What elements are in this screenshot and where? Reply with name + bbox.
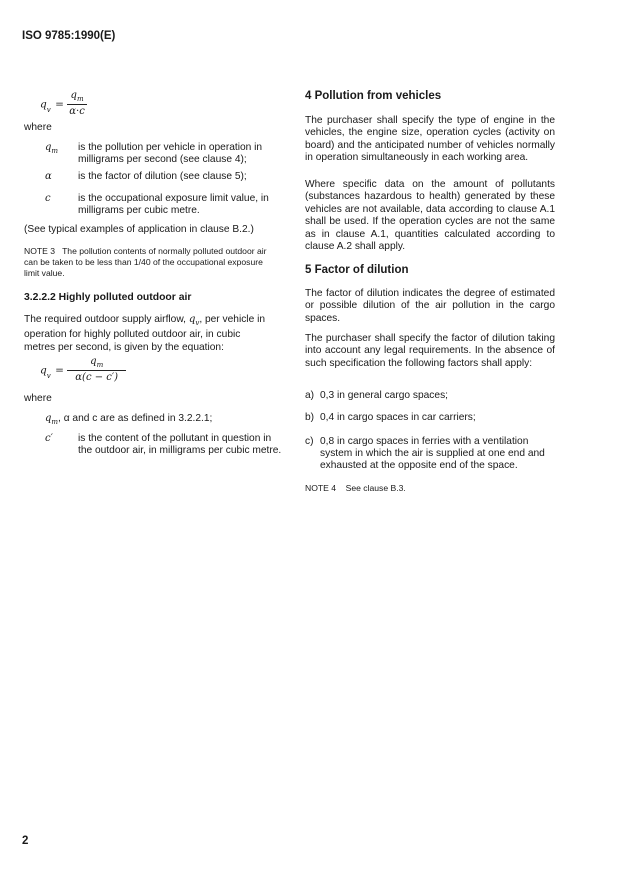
eq1-lhs-sub: v (46, 105, 51, 114)
document-header: ISO 9785:1990(E) (22, 30, 116, 42)
list-item-a-text: 0,3 in general cargo spaces; (320, 390, 448, 401)
heading-3-2-2-2: 3.2.2.2 Highly polluted outdoor air (24, 292, 192, 303)
para-5a: The factor of dilution indicates the degree of estimated or possible dilution of the air pollution in the cargo spaces. (305, 288, 555, 324)
eq1-fraction (67, 90, 87, 117)
def-c-prime-text: is the content of the pollutant in question in the outdoor air, in milligrams per cubic metre. (78, 433, 282, 457)
page-number: 2 (22, 835, 29, 847)
note-3-label: NOTE 3 (24, 246, 56, 256)
para-4a: The purchaser shall specify the type of engine in the vehicles, the engine size, operation cycles (activity on board) and the anticipated number of vehicles normally in operation simultaneously in each working area. (305, 115, 555, 164)
list-item-a-key: a) (305, 390, 315, 401)
heading-5: 5 Factor of dilution (305, 264, 409, 276)
note-3-text: The pollution contents of normally polluted outdoor air can be taken to be less than 1/40 of the occupational exposure limit value. (24, 246, 267, 278)
note-4-label: NOTE 4 (305, 483, 337, 493)
eq2-denominator: α(c − c′) (67, 370, 126, 383)
see-examples: (See typical examples of application in clause B.2.) (24, 224, 254, 235)
note-4 (305, 483, 406, 494)
eq1-lhs: q (40, 98, 47, 111)
eq1-numerator-sub: m (76, 95, 84, 103)
eq2-lhs-sub: v (46, 371, 51, 380)
para-highly-polluted: The required outdoor supply airflow, $q_v$, per vehicle in operation for highly polluted outdoor air, in cubic metres per second, is given by the equation: (24, 314, 265, 353)
def3-text: is the occupational exposure limit value, in milligrams per cubic metre. (78, 193, 269, 217)
eq1-denominator: α·c (69, 106, 85, 117)
def-c-prime-symbol: c′ (45, 433, 53, 444)
eq2-numerator: q (90, 356, 97, 367)
list-item-b-key: b) (305, 412, 315, 423)
note-3 (24, 246, 277, 278)
list-item-c-key: c) (305, 436, 314, 447)
def1-symbol: $q_m$ (45, 142, 59, 155)
def2-symbol: α (45, 171, 52, 182)
equation-2: $q_v$ = $\frac{q_m}{\alpha(c - c')}$ (40, 356, 126, 383)
def2-text: is the factor of dilution (see clause 5); (78, 171, 247, 182)
para-4b: Where specific data on the amount of pollutants (substances hazardous to health) generated by these vehicles are not available, data according to clause A.1 shall be used. If the operation cycles are not the same as in clause A.1, quantities calculated according to clause A.2 shall apply. (305, 179, 555, 253)
where-label-1: where (24, 122, 52, 133)
eq1-numerator: q (70, 90, 77, 101)
def1-text: is the pollution per vehicle in operation in milligrams per second (see clause 4); (78, 142, 263, 166)
heading-4: 4 Pollution from vehicles (305, 90, 442, 102)
para-5b: The purchaser shall specify the factor of dilution taking into account any legal requirements. In the absence of such specification the following factors shall apply: (305, 333, 555, 369)
eq2-lhs: q (40, 364, 47, 377)
list-item-b-text: 0,4 in cargo spaces in car carriers; (320, 412, 476, 423)
eq2-fraction (67, 356, 126, 383)
eq2-numerator-sub: m (96, 361, 104, 369)
def-qm-alpha-c: $q_m$, α and c are as defined in 3.2.2.1; (45, 413, 213, 427)
def3-symbol: c (45, 193, 51, 204)
equation-1: $q_v$ = $\frac{q_m}{\alpha\cdot c}$ (40, 90, 85, 117)
note-4-text: See clause B.3. (345, 483, 406, 493)
list-item-c-text: 0,8 in cargo spaces in ferries with a ventilation system in which the air is supplied at one end and exhausted at the opposite end of the space. (320, 436, 545, 472)
where-label-2: where (24, 393, 52, 404)
